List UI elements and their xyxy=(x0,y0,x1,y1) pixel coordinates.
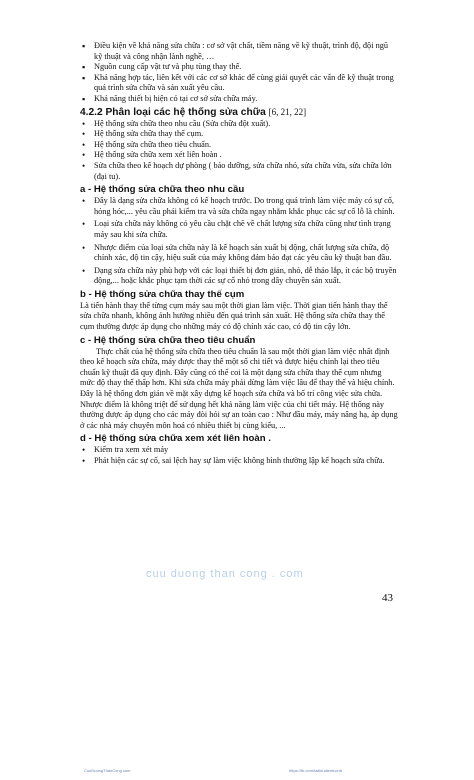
subsection-d-heading: d - Hệ thống sửa chữa xem xét liên hoàn . xyxy=(80,433,271,445)
list-item: • Loại sửa chữa này không có yêu cầu chặt chẽ về chất lượng sửa chữa cũng như tình trạng máy sau khi sửa chữa. xyxy=(80,219,398,240)
subsection-a-list xyxy=(80,196,398,287)
list-item: ▪ Khả năng thiết bị hiện có tại cơ sở sửa chữa máy. xyxy=(80,94,398,105)
subsection-c-heading: c - Hệ thống sửa chữa theo tiêu chuẩn xyxy=(80,334,256,346)
intro-bullet-list xyxy=(80,41,398,105)
subsection-a-heading: a - Hệ thống sửa chữa theo nhu cầu xyxy=(80,184,245,196)
list-item: • Đây là dạng sửa chữa không có kế hoạch trước. Do trong quá trình làm việc máy có sự cố, hỏng hóc,... yêu cầu phải kiểm tra và sửa chữa ngay nhằm khắc phục các sự cố lỗ là chính. xyxy=(80,196,398,217)
subsection-b-paragraph: Là tiến hành thay thế từng cụm máy sau một thời gian làm việc. Thời gian tiến hành thay thế sửa chữa nhanh, không ảnh hưởng nhiều đến quá trình sản xuất. Hệ thống sửa chữa thay thế cụm thường được áp dụng cho những máy có độ chính xác cao, có độ tin cậy lớn. xyxy=(80,300,388,332)
list-item: • Phát hiện các sự cố, sai lệch hay sự làm việc không bình thường lập kế hoạch sửa chữa. xyxy=(80,456,398,467)
page-content xyxy=(80,41,398,467)
list-item: • Sửa chữa theo kế hoạch dự phòng ( bảo dưỡng, sửa chữa nhỏ, sửa chữa vừa, sửa chữa lớn (đại tu). xyxy=(80,161,398,182)
page-number: 43 xyxy=(382,592,393,604)
subsection-c-paragraph: Nhược điểm là không triệt để sử dụng hết khả năng làm việc của chi tiết máy. Hệ thống này thường được áp dụng cho các máy đòi hỏi sự an toàn cao : Như đầu máy, máy nâng hạ, áp dụng ở các nhà máy chuyên môn hoá có nhiều thiết bị cùng kiểu, ... xyxy=(80,399,398,430)
section-bullet-list xyxy=(80,119,398,183)
section-citation: [6, 21, 22] xyxy=(268,106,307,117)
list-item: ▪ Nguồn cung cấp vật tư và phụ tùng thay thế. xyxy=(80,62,398,73)
footer-right-link[interactable]: https://fb.com/tailieudientucntt xyxy=(289,768,342,773)
subsection-b-heading: b - Hệ thống sửa chữa thay thế cụm xyxy=(80,288,245,300)
list-item: • Kiểm tra xem xét máy xyxy=(80,445,398,456)
footer-left-text: CuuDuongThanCong.com xyxy=(84,768,131,773)
section-title: 4.2.2 Phân loại các hệ thống sửa chữa xyxy=(80,106,266,118)
list-item: ▪ Điều kiện về khả năng sửa chữa : cơ sở vật chất, tiềm năng về kỹ thuật, trình độ, đội ngũ kỹ thuật và công nhận lành nghề, … xyxy=(80,41,398,62)
list-item: ▪ Khả năng hợp tác, liên kết với các cơ sở khác để cùng giải quyết các vấn đề kỹ thuật trong quá trình sửa chữa và sản xuất yêu cầu. xyxy=(80,73,398,94)
list-item: • Nhược điểm của loại sửa chữa này là kế hoạch sản xuất bị động, chất lượng sửa chữa, độ chính xác, độ tin cậy, hiệu suất của máy không đảm bảo đạt các yêu cầu kỹ thuật ban đầu. xyxy=(80,243,398,264)
list-item: • Hệ thống sửa chữa xem xét liên hoàn . xyxy=(80,150,398,161)
watermark-text: cuu duong than cong . com xyxy=(146,568,304,580)
section-heading xyxy=(80,106,398,119)
list-item: • Hệ thống sửa chữa thay thế cụm. xyxy=(80,129,398,140)
subsection-d-list xyxy=(80,445,398,466)
list-item: • Hệ thống sửa chữa theo tiêu chuẩn. xyxy=(80,140,398,151)
list-item: • Hệ thống sửa chữa theo nhu cầu (Sửa chữa đột xuất). xyxy=(80,119,398,130)
subsection-c-paragraph: Thực chất của hệ thống sửa chữa theo tiêu chuẩn là sau một thời gian làm việc nhất định theo kế hoạch sửa chữa, máy được thay thế một số chi tiết và được hiệu chỉnh lại theo tiêu chuẩn kỹ thuật đã quy định. Đây cũng có thể coi là một dạng sửa chữa thay thế cụm nhưng mức độ thay thế thấp hơn. Khi sửa chữa máy phải dừng làm việc lâu để thay thế và hiệu chỉnh. Đây là hệ thống đơn giản về mặt xây dựng kế hoạch sửa chữa và bố trí công việc sửa chữa. xyxy=(80,346,395,399)
list-item: • Dạng sửa chữa này phù hợp với các loại thiết bị đơn giản, nhỏ, dễ tháo lắp, ít các bộ truyền động,... hoặc khắc phục tạm thời các sự cố nhỏ trong dây chuyền sản xuất. xyxy=(80,266,398,287)
